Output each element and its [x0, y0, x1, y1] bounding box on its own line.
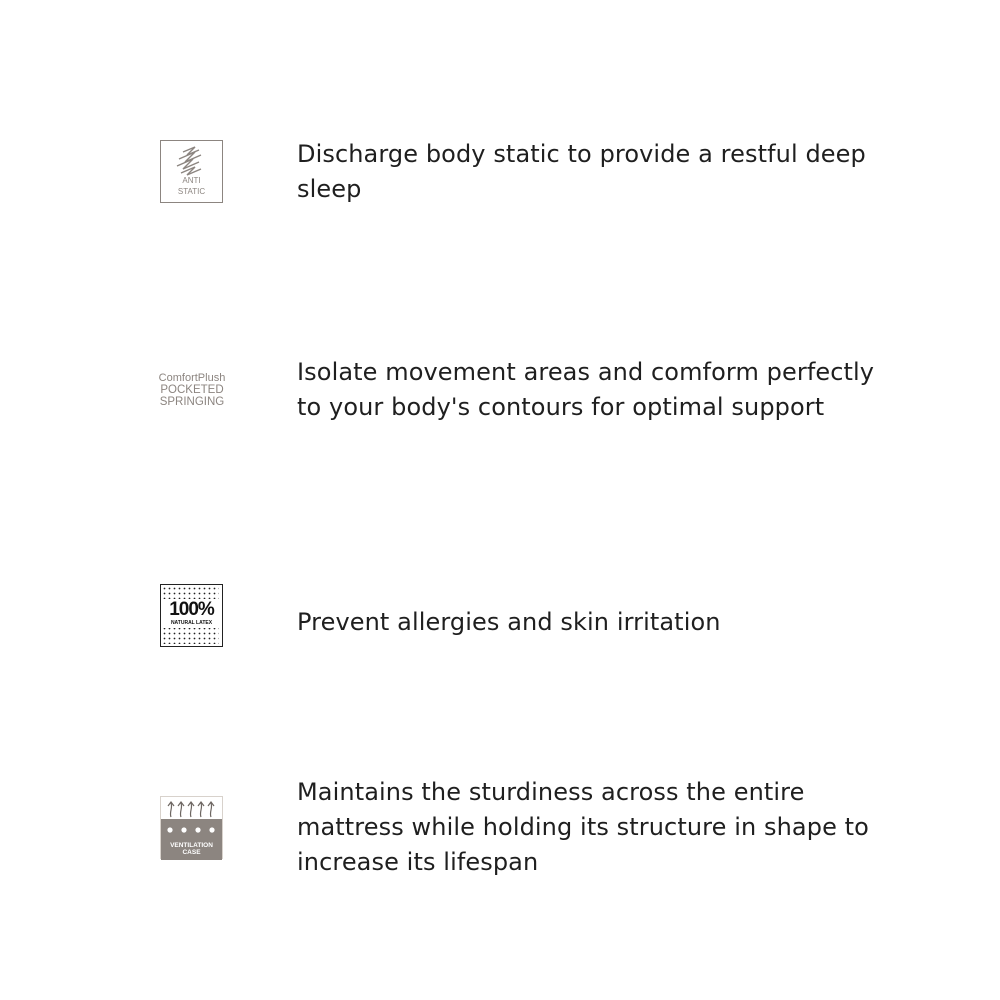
feature-description: Maintains the sturdiness across the entire mattress while holding its structure in shape to increase its lifespan [297, 778, 869, 876]
springing-label: SPRINGING [159, 396, 225, 408]
latex-percent-label: 100% [169, 599, 214, 620]
lightning-bolts-icon [161, 143, 221, 179]
pocketed-brand-label: ComfortPlush [158, 372, 226, 384]
pocketed-springing-icon [158, 358, 226, 421]
anti-static-label-1: ANTI [182, 176, 201, 185]
ventilation-case-icon [160, 796, 223, 859]
case-label: CASE [182, 849, 201, 856]
feature-description: Prevent allergies and skin irritation [297, 608, 721, 636]
airflow-arrows-icon [161, 797, 223, 819]
ventilation-label: VENTILATION [170, 842, 213, 849]
pocketed-label: POCKETED [160, 384, 224, 396]
anti-static-label-2: STATIC [177, 187, 206, 196]
feature-description: Isolate movement areas and comform perfectly to your body's contours for optimal support [297, 358, 875, 421]
feature-description: Discharge body static to provide a restful deep sleep [297, 140, 866, 203]
vent-holes-icon [161, 823, 223, 837]
natural-latex-icon [160, 584, 223, 647]
latex-label: NATURAL LATEX [170, 620, 213, 626]
anti-static-icon [160, 140, 223, 203]
